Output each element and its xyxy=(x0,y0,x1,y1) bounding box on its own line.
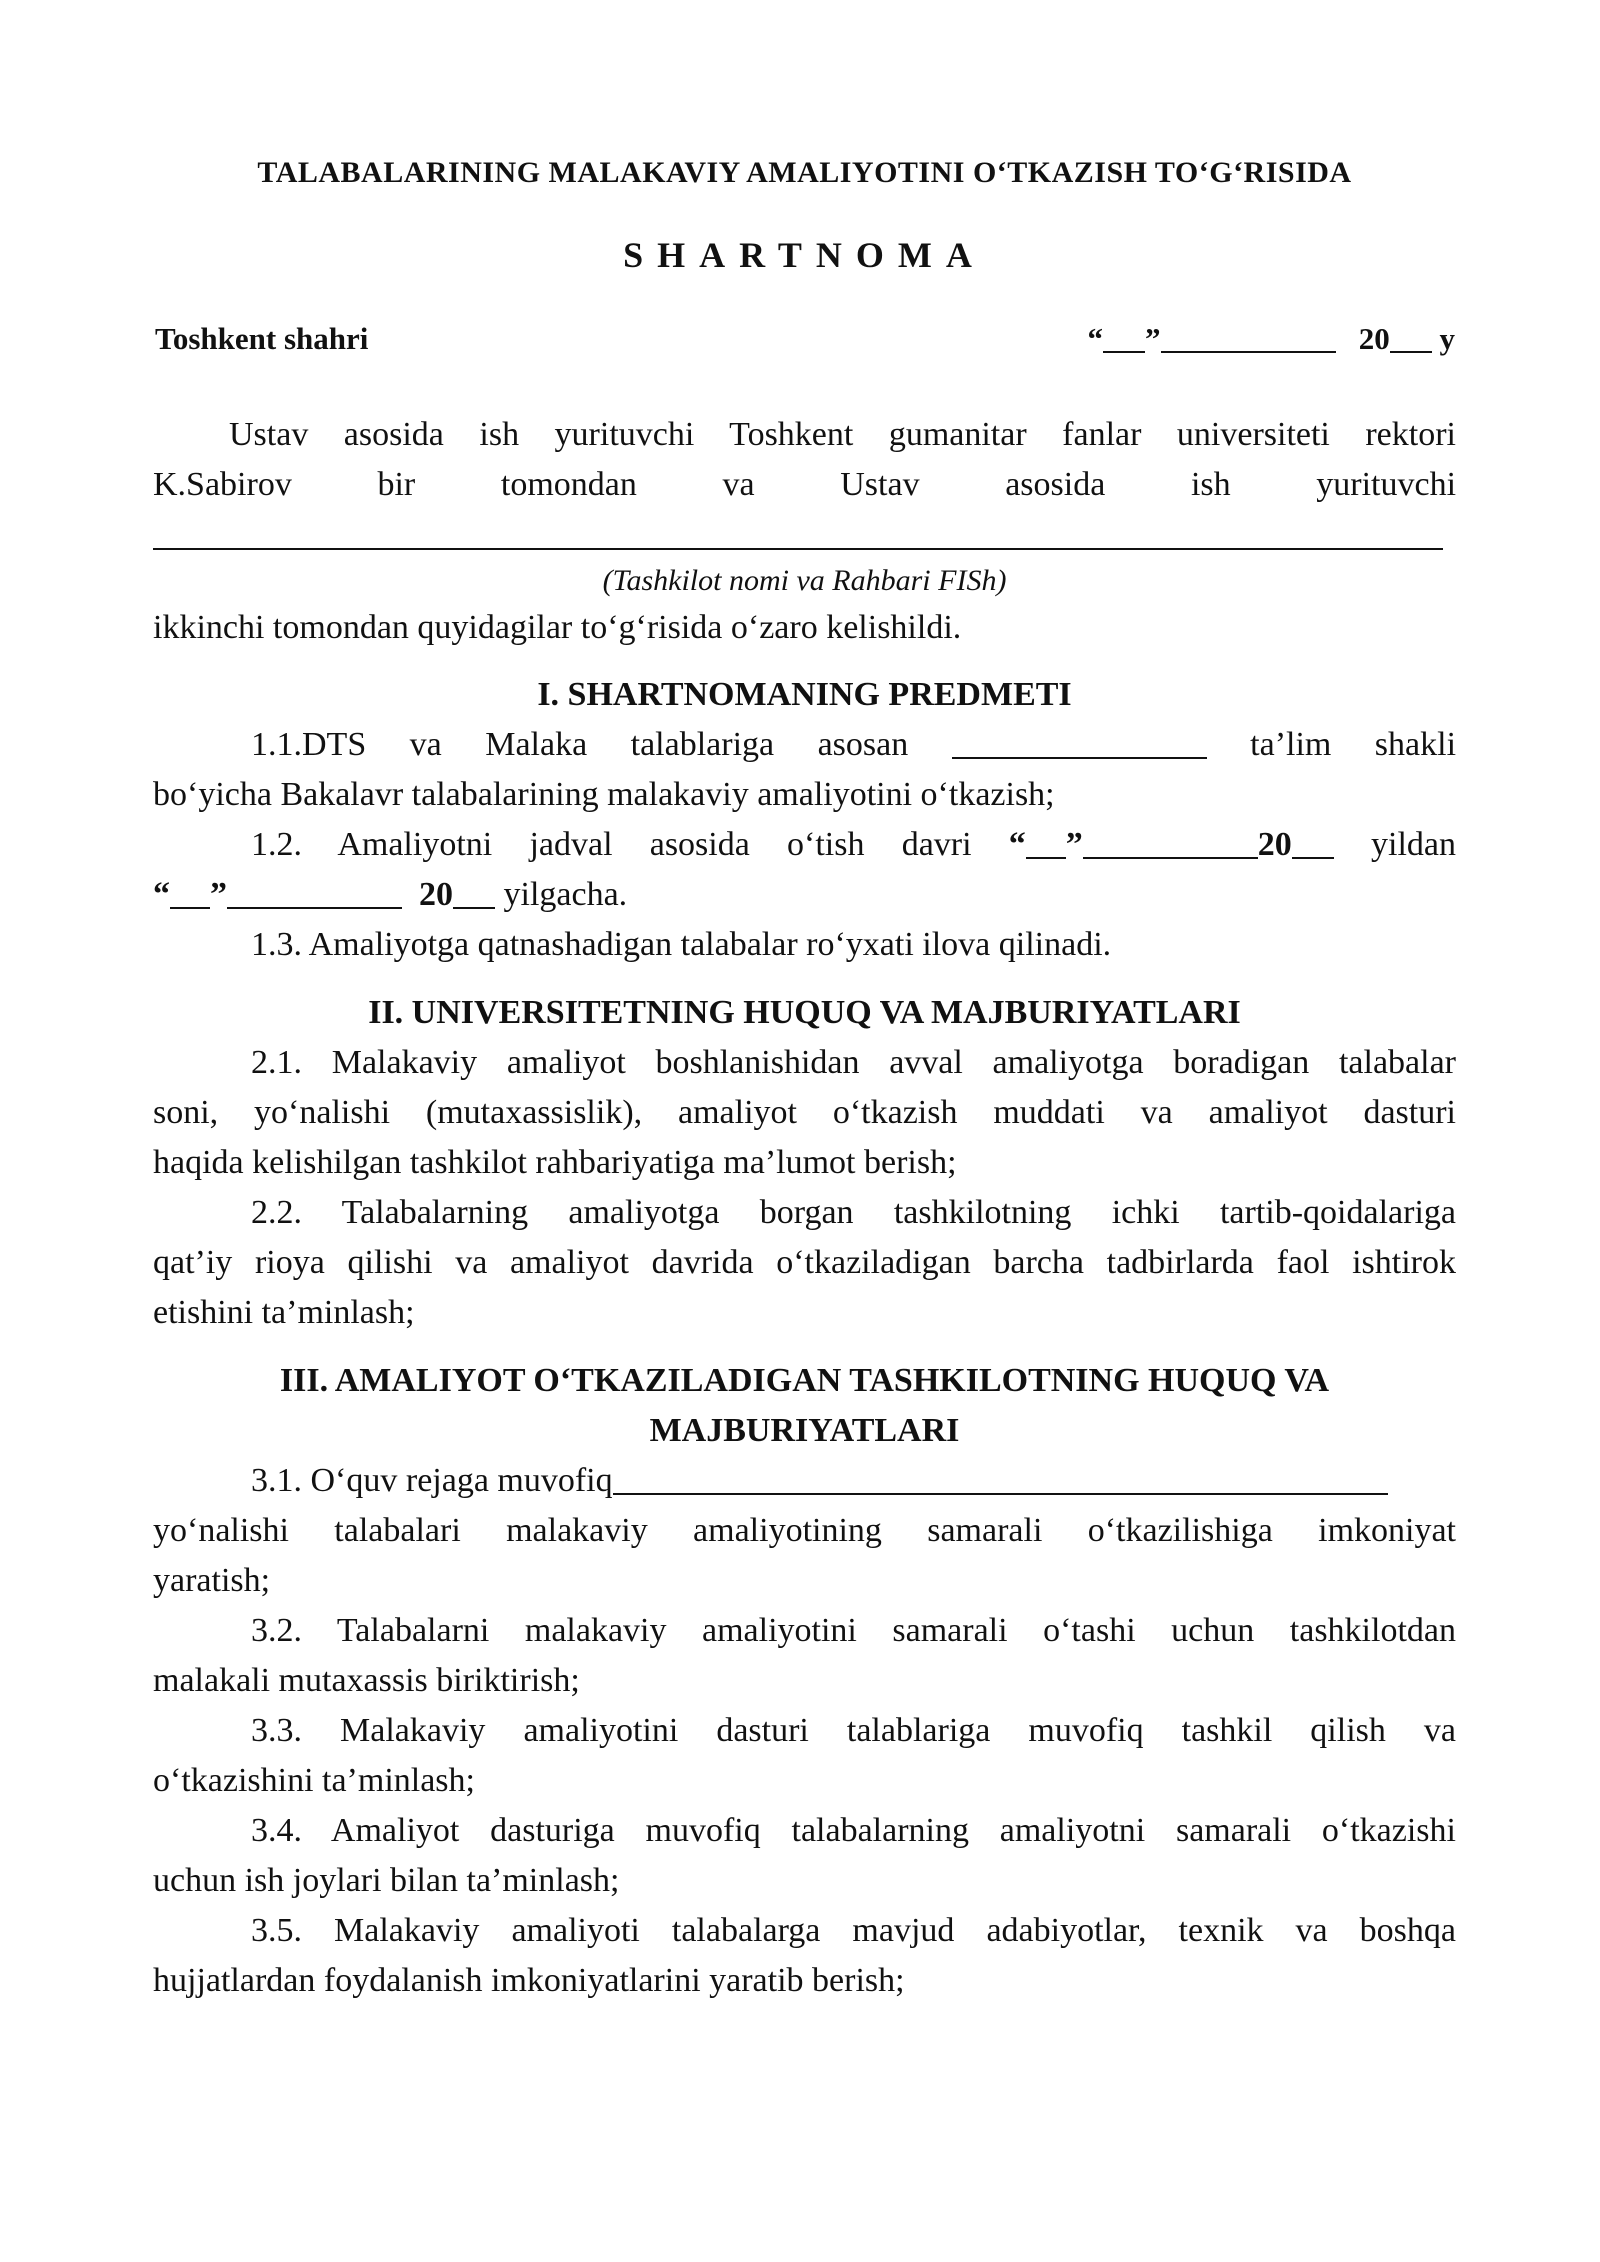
intro-word: va xyxy=(722,466,755,503)
intro-word: K.Sabirov xyxy=(153,466,292,503)
clause-3-2-line-1: 3.2. Talabalarni malakaviy amaliyotini samarali o‘tashi uchun tashkilotdan xyxy=(251,1612,1456,1649)
clause-3-3-line-1: 3.3. Malakaviy amaliyotini dasturi talablariga muvofiq tashkil qilish va xyxy=(251,1712,1456,1749)
quote: “ xyxy=(1008,826,1026,863)
date-field xyxy=(1088,314,1456,364)
section-3-heading-line-2: MAJBURIYATLARI xyxy=(649,1412,960,1449)
intro-line-1: Ustav asosida ish yurituvchi Toshkent gumanitar fanlar universiteti rektori xyxy=(229,416,1456,453)
clause-2-1-line-3: haqida kelishilgan tashkilot rahbariyatiga ma’lumot berish; xyxy=(153,1144,957,1181)
quote: “ xyxy=(153,876,170,913)
clause-3-1-line-1 xyxy=(153,1456,1456,1506)
section-3-heading-line-1: III. AMALIYOT O‘TKAZILADIGAN TASHKILOTNING HUQUQ VA xyxy=(279,1362,1330,1399)
quote: ” xyxy=(210,876,227,913)
intro-word: yurituvchi xyxy=(1316,466,1457,503)
clause-2-1-line-2: soni, yo‘nalishi (mutaxassislik), amaliyot o‘tkazish muddati va amaliyot dasturi xyxy=(153,1094,1456,1131)
clause-1-3: 1.3. Amaliyotga qatnashadigan talabalar ro‘yxati ilova qilinadi. xyxy=(251,926,1112,963)
clause-3-4-line-1: 3.4. Amaliyot dasturiga muvofiq talabalarning amaliyotni samarali o‘tkazishi xyxy=(251,1812,1456,1849)
quote: ” xyxy=(1065,826,1083,863)
direction-blank xyxy=(613,1461,1388,1495)
end-month-blank xyxy=(227,875,402,909)
start-month-blank xyxy=(1083,825,1258,859)
clause-1-2-text-end: yildan xyxy=(1371,826,1456,863)
clause-3-5-line-1: 3.5. Malakaviy amaliyoti talabalarga mavjud adabiyotlar, texnik va boshqa xyxy=(251,1912,1456,1949)
place-label: Toshkent shahri xyxy=(155,321,369,356)
intro-word: ish xyxy=(1190,466,1231,503)
end-day-blank xyxy=(170,875,210,909)
intro-word: bir xyxy=(377,466,416,503)
document-subtitle: TALABALARINING MALAKAVIY AMALIYOTINI O‘TKAZISH TO‘G‘RISIDA xyxy=(257,156,1352,189)
intro-line-3: ikkinchi tomondan quyidagilar to‘g‘risida o‘zaro kelishildi. xyxy=(153,609,962,646)
section-1-heading: I. SHARTNOMANING PREDMETI xyxy=(537,676,1072,713)
intro-line-2 xyxy=(153,460,1456,510)
clause-2-2-line-1: 2.2. Talabalarning amaliyotga borgan tashkilotning ichki tartib-qoidalariga xyxy=(251,1194,1456,1231)
clause-3-1-text: 3.1. O‘quv rejaga muvofiq xyxy=(251,1462,613,1499)
clause-3-5-line-2: hujjatlardan foydalanish imkoniyatlarini yaratib berish; xyxy=(153,1962,905,1999)
year-prefix: 20 xyxy=(1358,321,1390,356)
clause-2-2-line-2: qat’iy rioya qilishi va amaliyot davrida o‘tkaziladigan barcha tadbirlarda faol ishtirok xyxy=(153,1244,1456,1281)
year-suffix: y xyxy=(1439,321,1455,356)
start-year-prefix: 20 xyxy=(1257,826,1292,863)
clause-1-2-line-2 xyxy=(153,870,1456,920)
clause-3-1-line-2: yo‘nalishi talabalari malakaviy amaliyotining samarali o‘tkazilishiga imkoniyat xyxy=(153,1512,1456,1549)
year-blank xyxy=(1390,319,1432,353)
clause-3-1-line-3: yaratish; xyxy=(153,1562,271,1599)
organization-blank-line xyxy=(153,548,1443,550)
clause-1-2-text-end: yilgacha. xyxy=(503,876,628,913)
intro-word: asosida xyxy=(1005,466,1106,503)
clause-1-1-line-2: bo‘yicha Bakalavr talabalarining malakaviy amaliyotini o‘tkazish; xyxy=(153,776,1055,813)
month-blank xyxy=(1161,319,1336,353)
clause-3-4-line-2: uchun ish joylari bilan ta’minlash; xyxy=(153,1862,620,1899)
clause-1-1-text-end: ta’lim shakli xyxy=(1250,726,1457,763)
intro-word: tomondan xyxy=(500,466,637,503)
organization-caption: (Tashkilot nomi va Rahbari FISh) xyxy=(602,564,1007,597)
date-open-quote: “ xyxy=(1087,321,1103,356)
end-year-prefix: 20 xyxy=(419,876,453,913)
clause-3-2-line-2: malakali mutaxassis biriktirish; xyxy=(153,1662,580,1699)
day-blank xyxy=(1103,319,1145,353)
start-year-blank xyxy=(1292,825,1334,859)
clause-1-1-text: 1.1.DTS va Malaka talablariga asosan xyxy=(251,726,909,763)
clause-1-2-line-1 xyxy=(153,820,1456,870)
clause-3-3-line-2: o‘tkazishini ta’minlash; xyxy=(153,1762,475,1799)
clause-1-2-text: 1.2. Amaliyotni jadval asosida o‘tish davri xyxy=(251,826,972,863)
end-year-blank xyxy=(453,875,495,909)
clause-1-1-line-1 xyxy=(153,720,1456,770)
study-form-blank xyxy=(952,725,1207,759)
date-close-quote: ” xyxy=(1145,321,1161,356)
section-2-heading: II. UNIVERSITETNING HUQUQ VA MAJBURIYATLARI xyxy=(368,994,1241,1031)
start-day-blank xyxy=(1026,825,1066,859)
clause-2-1-line-1: 2.1. Malakaviy amaliyot boshlanishidan avval amaliyotga boradigan talabalar xyxy=(251,1044,1456,1081)
clause-2-2-line-3: etishini ta’minlash; xyxy=(153,1294,415,1331)
intro-word: Ustav xyxy=(840,466,920,503)
document-title: SHARTNOMA xyxy=(623,235,986,275)
